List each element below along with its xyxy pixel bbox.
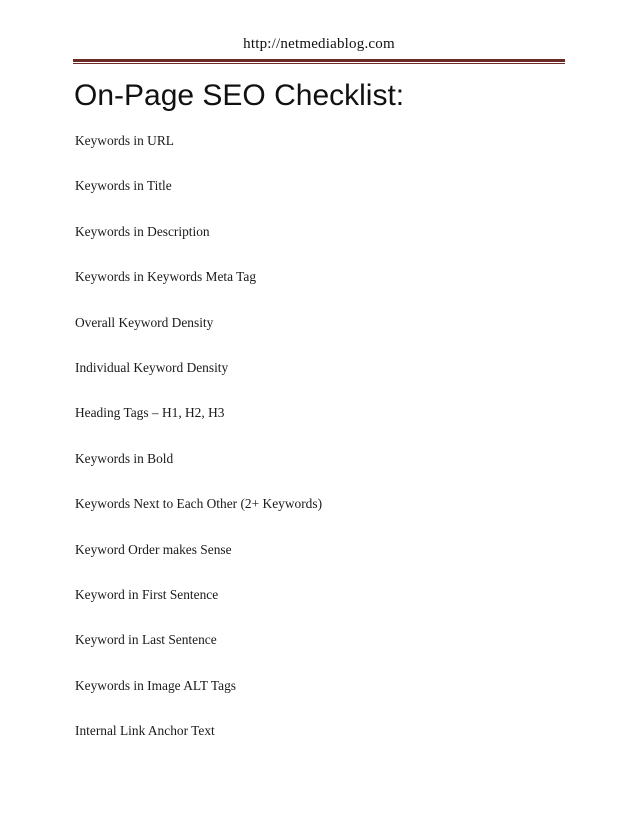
checklist-item: Keywords in Title xyxy=(75,178,172,194)
checklist xyxy=(75,132,322,767)
checklist-item: Keyword Order makes Sense xyxy=(75,541,232,557)
checklist-item: Keywords Next to Each Other (2+ Keywords) xyxy=(75,496,323,512)
checklist-item: Keywords in URL xyxy=(75,133,174,148)
checklist-item: Internal Link Anchor Text xyxy=(75,723,215,739)
checklist-item: Keywords in Keywords Meta Tag xyxy=(75,269,257,285)
header-rule-thin xyxy=(73,63,565,64)
header-rule-thick xyxy=(73,59,565,62)
checklist-item: Keywords in Description xyxy=(75,223,210,239)
checklist-item: Keyword in Last Sentence xyxy=(75,632,217,648)
checklist-item: Individual Keyword Density xyxy=(75,359,229,375)
checklist-item: Overall Keyword Density xyxy=(75,314,214,330)
page-title: On-Page SEO Checklist: xyxy=(74,79,405,112)
checklist-item: Keywords in Image ALT Tags xyxy=(75,677,236,693)
checklist-item: Keyword in First Sentence xyxy=(75,586,219,602)
checklist-item: Heading Tags – H1, H2, H3 xyxy=(75,405,225,421)
header-url: http://netmediablog.com xyxy=(243,36,395,52)
checklist-item: Keywords in Bold xyxy=(75,450,174,466)
